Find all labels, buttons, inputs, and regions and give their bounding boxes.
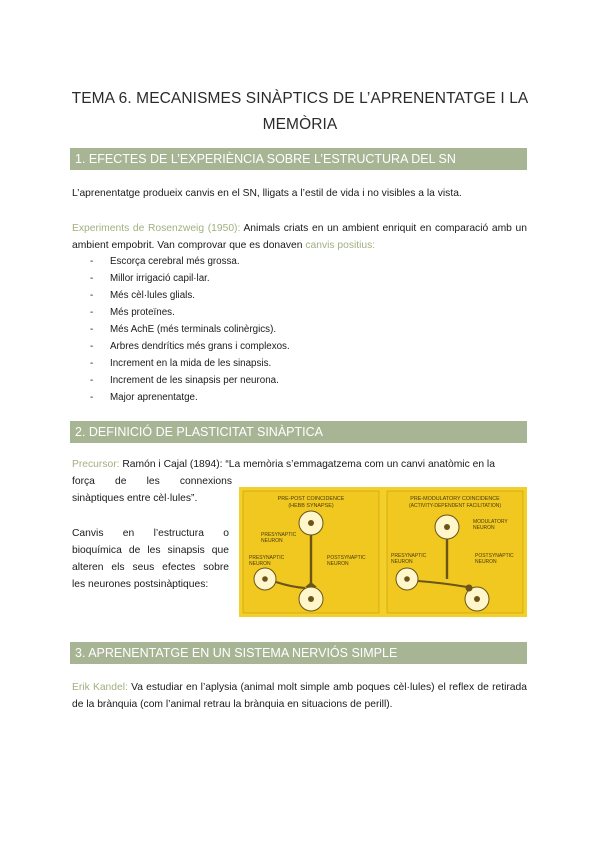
right-post-nucleus — [474, 596, 480, 602]
canvis-line-3: alteren els seus efectes sobre — [72, 562, 229, 573]
synapse-diagram — [239, 487, 527, 617]
left-top-nucleus — [308, 520, 314, 526]
section-1-heading: 1. EFECTES DE L’EXPERIÈNCIA SOBRE L’ESTRUCTURA DEL SN — [70, 148, 527, 170]
left-lower-nucleus — [262, 576, 268, 582]
precursor-line-3: sinàptiques entre cèl·lules”. — [72, 493, 198, 504]
list-item: - Major aprenentatge. — [72, 389, 290, 406]
right-pre-nucleus — [404, 576, 410, 582]
list-item: - Millor irrigació capil·lar. — [72, 270, 290, 287]
left-label-pre-2: NEURON — [261, 538, 283, 544]
right-label-mod-2: NEURON — [473, 525, 495, 531]
list-item: - Més AchE (més terminals colinèrgics). — [72, 321, 290, 338]
precursor-label: Precursor: — [72, 459, 120, 470]
left-post-nucleus — [308, 596, 314, 602]
list-item: - Escorça cerebral més grossa. — [72, 253, 290, 270]
canvis-line-1: Canvis en l’estructura o — [72, 528, 229, 539]
right-label-post-1: POSTSYNAPTIC — [475, 553, 514, 559]
kandel-paragraph — [72, 679, 527, 713]
right-label-mod-1: MODULATORY — [473, 519, 508, 525]
right-label-pre-2: NEURON — [391, 559, 413, 565]
section-3-heading: 3. APRENENTATGE EN UN SISTEMA NERVIÓS SIMPLE — [70, 642, 527, 664]
page-title-line-2: MEMÒRIA — [262, 116, 338, 133]
left-label-pre-4: NEURON — [249, 561, 271, 567]
rosenzweig-text: Animals criats en un ambient enriquit en comparació amb un ambient empobrit. Van comprovar que es donaven — [72, 223, 527, 251]
rosenzweig-paragraph — [72, 220, 527, 254]
right-panel — [387, 491, 523, 613]
section-1-intro: L’aprenentatge produeix canvis en el SN, lligats a l’estil de vida i no visibles a la vista. — [72, 188, 462, 199]
precursor-line-2: força de les connexions — [72, 476, 232, 487]
canvis-line-4: les neurones postsinàptiques: — [72, 579, 209, 590]
list-item: - Més proteïnes. — [72, 304, 290, 321]
left-title-1: PRE-POST COINCIDENCE — [277, 496, 345, 502]
list-item: - Arbres dendrítics més grans i complexos. — [72, 338, 290, 355]
right-modulatory-nucleus — [444, 524, 450, 530]
section-2-heading: 2. DEFINICIÓ DE PLASTICITAT SINÀPTICA — [70, 421, 527, 443]
precursor-line-1 — [72, 456, 527, 473]
list-item: - Més cèl·lules glials. — [72, 287, 290, 304]
list-item: - Increment en la mida de les sinapsis. — [72, 355, 290, 372]
synapse-figure — [239, 487, 527, 617]
canvis-positius-highlight: canvis positius: — [305, 240, 376, 251]
right-title-2: (ACTIVITY-DEPENDENT FACILITATION) — [408, 503, 502, 509]
left-label-pre-3: PRESYNAPTIC — [249, 555, 285, 561]
left-title-2: (HEBB SYNAPSE) — [288, 503, 334, 509]
precursor-text: Ramón i Cajal (1894): “La memòria s’emmagatzema com un canvi anatòmic en la — [119, 459, 495, 470]
left-label-pre-1: PRESYNAPTIC — [261, 532, 297, 538]
rosenzweig-label: Experiments de Rosenzweig (1950): — [72, 223, 241, 234]
page-title — [70, 86, 530, 138]
left-label-post-2: NEURON — [327, 561, 349, 567]
page-title-line-1: TEMA 6. MECANISMES SINÀPTICS DE L’APRENENTATGE I LA — [71, 90, 529, 107]
right-label-post-2: NEURON — [475, 559, 497, 565]
right-label-pre-1: PRESYNAPTIC — [391, 553, 427, 559]
right-synapse — [466, 585, 473, 592]
changes-list — [72, 253, 290, 406]
list-item: - Increment de les sinapsis per neurona. — [72, 372, 290, 389]
canvis-line-2: bioquímica de les sinapsis que — [72, 545, 229, 556]
right-title-1: PRE-MODULATORY COINCIDENCE — [410, 496, 500, 502]
left-label-post-1: POSTSYNAPTIC — [327, 555, 366, 561]
kandel-label: Erik Kandel: — [72, 682, 128, 693]
kandel-text: Va estudiar en l’aplysia (animal molt simple amb poques cèl·lules) el reflex de retirada de la brànquia (com l’animal retrau la brànquia en situacions de perill). — [72, 682, 527, 710]
